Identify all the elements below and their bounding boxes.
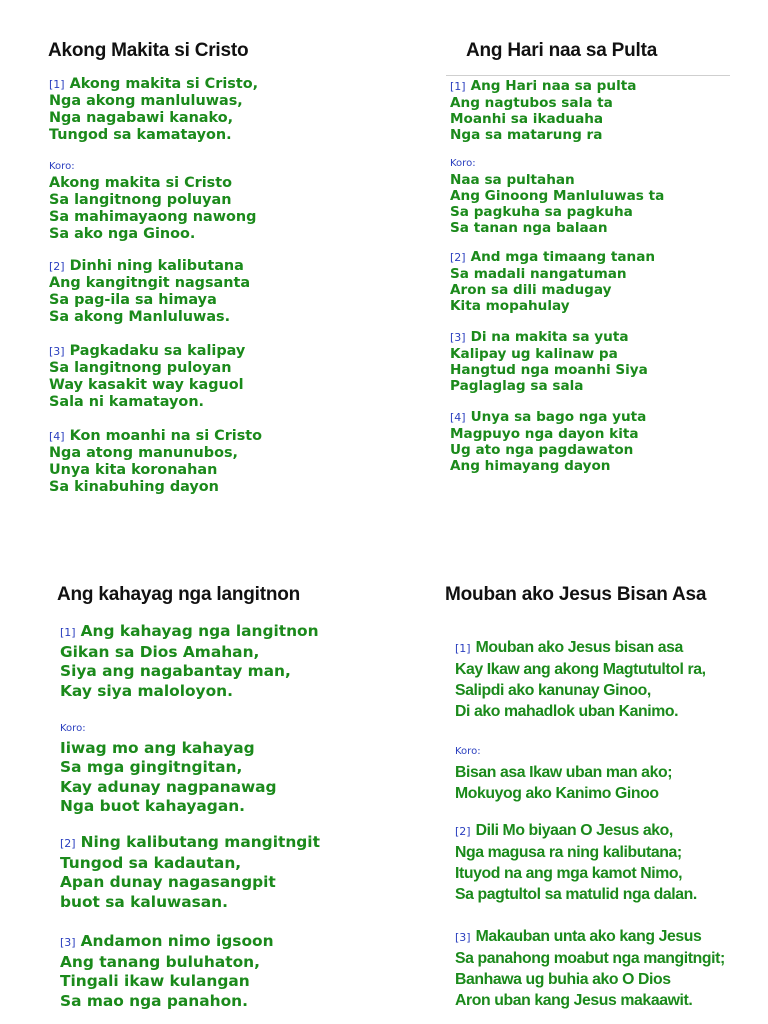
- lyric-line: Banhawa ug buhia ako O Dios: [455, 971, 671, 988]
- lyric-line: Paglaglag sa sala: [450, 378, 584, 394]
- lyric-line: Sa pagtultol sa matulid nga dalan.: [455, 886, 697, 903]
- lyric-line: Aron sa dili madugay: [450, 282, 612, 298]
- song-title: Mouban ako Jesus Bisan Asa: [445, 584, 707, 605]
- lyric-line: Ning kalibutang mangitngit: [80, 833, 320, 851]
- chorus: [49, 158, 256, 243]
- lyric-line: Salipdi ako kanunay Ginoo,: [455, 682, 651, 699]
- verse-2: [450, 249, 655, 314]
- lyric-line: Nga sa matarung ra: [450, 127, 603, 143]
- lyric-line: Sa langitnong poluyan: [49, 192, 232, 208]
- lyric-line: Tingali ikaw kulangan: [60, 972, 250, 990]
- lyric-line: Ang tanang buluhaton,: [60, 952, 260, 971]
- lyric-line: Pagkadaku sa kalipay: [69, 343, 246, 359]
- lyric-line: Nga buot kahayagan.: [60, 797, 246, 815]
- verse-number: [2]: [450, 251, 466, 264]
- lyric-line: Siya ang nagabantay man,: [60, 662, 291, 680]
- lyric-line: Iiwag mo ang kahayag: [60, 738, 255, 757]
- verse-number: [2]: [60, 837, 76, 850]
- verse-3: [450, 329, 648, 394]
- lyric-line: Tungod sa kadautan,: [60, 853, 242, 872]
- lyric-line: Gikan sa Dios Amahan,: [60, 642, 260, 661]
- verse-number: [2]: [455, 825, 471, 838]
- lyric-line: Sala ni kamatayon.: [49, 394, 205, 410]
- lyric-line: Ang himayang dayon: [450, 458, 611, 474]
- lyric-line: Nga nagabawi kanako,: [49, 110, 234, 126]
- lyric-line: Sa mao nga panahon.: [60, 991, 248, 1010]
- verse-1: [450, 78, 636, 143]
- verse-number: [4]: [49, 430, 65, 443]
- verse-number: [1]: [60, 626, 76, 639]
- lyric-line: Sa pagkuha sa pagkuha: [450, 204, 633, 220]
- lyric-line: Sa langitnong puloyan: [49, 360, 232, 376]
- lyric-line: Bisan asa Ikaw uban man ako;: [455, 764, 673, 781]
- lyric-line: Ang Ginoong Manluluwas ta: [450, 188, 665, 204]
- lyric-line: Akong makita si Cristo: [49, 175, 233, 191]
- verse-number: [4]: [450, 411, 466, 424]
- lyric-line: Andamon nimo igsoon: [80, 932, 274, 950]
- lyric-line: Ang kangitngit nagsanta: [49, 275, 251, 291]
- verse-4: [450, 409, 646, 474]
- song-title: Ang kahayag nga langitnon: [57, 584, 301, 605]
- verse-number: [1]: [450, 80, 466, 93]
- verse-1: [60, 622, 319, 701]
- lyric-line: Nga akong manluluwas,: [49, 93, 243, 109]
- lyric-line: Sa kinabuhing dayon: [49, 479, 219, 495]
- lyric-line: Unya sa bago nga yuta: [470, 409, 647, 425]
- lyric-line: Apan dunay nagasangpit: [60, 873, 276, 891]
- lyric-line: Di na makita sa yuta: [470, 329, 629, 345]
- lyric-line: Dili Mo biyaan O Jesus ako,: [475, 822, 673, 839]
- verse-number: [3]: [60, 936, 76, 949]
- lyric-line: Kay Ikaw ang akong Magtutultol ra,: [455, 661, 706, 678]
- verse-3: [49, 343, 245, 411]
- verse-2: [60, 833, 320, 912]
- lyric-line: Sa mga gingitngitan,: [60, 758, 243, 776]
- lyric-line: Magpuyo nga dayon kita: [450, 426, 639, 442]
- lyric-line: Nga magusa ra ning kalibutana;: [455, 844, 682, 861]
- chorus: [455, 741, 672, 804]
- chorus: [60, 719, 277, 817]
- verse-number: [1]: [49, 78, 65, 91]
- lyric-line: Sa pag-ila sa himaya: [49, 292, 217, 308]
- lyric-line: Mouban ako Jesus bisan asa: [475, 639, 683, 656]
- lyric-line: Way kasakit way kaguol: [49, 377, 244, 393]
- lyric-line: Sa akong Manluluwas.: [49, 309, 231, 325]
- verse-number: [1]: [455, 642, 471, 655]
- lyric-line: Ug ato nga pagdawaton: [450, 442, 634, 458]
- chorus-label: Koro:: [60, 723, 86, 734]
- lyric-line: Sa tanan nga balaan: [450, 220, 608, 236]
- lyric-line: Di ako mahadlok uban Kanimo.: [455, 703, 679, 720]
- lyric-line: Ang Hari naa sa pulta: [470, 78, 637, 94]
- lyric-line: Kon moanhi na si Cristo: [69, 428, 263, 444]
- lyric-line: Ituyod na ang mga kamot Nimo,: [455, 865, 683, 882]
- verse-2: [455, 820, 697, 905]
- verse-4: [49, 428, 262, 496]
- lyric-line: Ang nagtubos sala ta: [450, 95, 613, 111]
- verse-1: [455, 637, 706, 722]
- chorus-label: Koro:: [49, 161, 75, 172]
- lyric-line: Kay adunay nagpanawag: [60, 777, 277, 796]
- lyric-line: Kalipay ug kalinaw pa: [450, 346, 618, 362]
- lyric-line: Hangtud nga moanhi Siya: [450, 362, 648, 378]
- verse-3: [60, 932, 274, 1011]
- lyric-line: buot sa kaluwasan.: [60, 892, 228, 911]
- lyric-line: Ang kahayag nga langitnon: [80, 622, 319, 640]
- lyric-line: Kay siya maloloyon.: [60, 681, 233, 700]
- lyric-line: Kita mopahulay: [450, 298, 570, 314]
- lyric-line: Sa mahimayaong nawong: [49, 209, 257, 225]
- lyric-line: Makauban unta ako kang Jesus: [475, 928, 702, 945]
- lyric-line: Mokuyog ako Kanimo Ginoo: [455, 785, 659, 802]
- chorus-label: Koro:: [450, 158, 476, 169]
- song-title: Ang Hari naa sa Pulta: [466, 40, 658, 61]
- verse-1: [49, 76, 258, 144]
- song-title: Akong Makita si Cristo: [48, 40, 249, 61]
- verse-3: [455, 926, 725, 1011]
- lyric-line: Sa panahong moabut nga mangitngit;: [455, 950, 725, 967]
- chorus-label: Koro:: [455, 746, 481, 757]
- verse-2: [49, 258, 250, 326]
- lyric-line: Akong makita si Cristo,: [69, 76, 259, 92]
- lyric-line: Naa sa pultahan: [450, 172, 575, 188]
- verse-number: [3]: [455, 931, 471, 944]
- lyric-line: Sa madali nangatuman: [450, 266, 627, 282]
- chorus: [450, 156, 664, 236]
- lyric-line: Nga atong manunubos,: [49, 445, 239, 461]
- lyric-line: Unya kita koronahan: [49, 462, 218, 478]
- title-divider: [446, 75, 730, 76]
- lyric-line: Moanhi sa ikaduaha: [450, 111, 604, 127]
- lyric-line: Sa ako nga Ginoo.: [49, 226, 196, 242]
- verse-number: [2]: [49, 260, 65, 273]
- verse-number: [3]: [450, 331, 466, 344]
- lyric-line: Tungod sa kamatayon.: [49, 127, 232, 143]
- lyric-line: Aron uban kang Jesus makaawit.: [455, 992, 693, 1009]
- lyric-line: And mga timaang tanan: [470, 249, 656, 265]
- lyric-line: Dinhi ning kalibutana: [69, 258, 244, 274]
- verse-number: [3]: [49, 345, 65, 358]
